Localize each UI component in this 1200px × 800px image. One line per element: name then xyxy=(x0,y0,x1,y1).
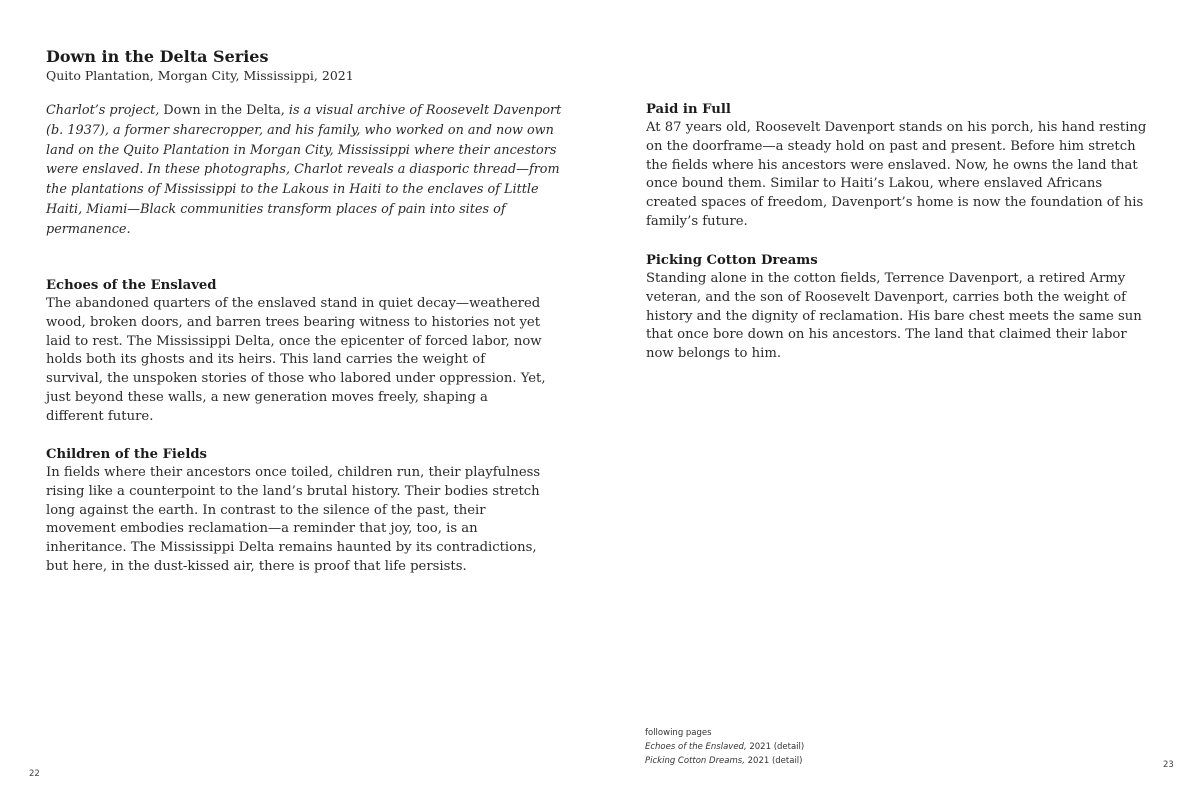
section-body: At 87 years old, Roosevelt Davenport stands on his porch, his hand resting on the doorframe—a steady hold on past and present. Before him stretch the fields where his ancestors were enslaved. Now, he owns the land that once bound them. Similar to Haiti’s Lakou, where enslaved Africans created spaces of freedom, Davenport’s home is now the foundation of his family’s future. xyxy=(646,120,1147,229)
intro-text-rest: is a visual archive of Roosevelt Davenport (b. 1937), a former sharecropper, and his family, who worked on and now own land on the Quito Plantation in Morgan City, Mississippi where their ancestors were enslaved. In these photographs, Charlot reveals a diasporic thread—from the plantations of Mississippi to the Lakous in Haiti to the enclaves of Little Haiti, Miami—Black communities transform places of pain into sites of permanence. xyxy=(46,103,562,237)
caption-detail: 2021 (detail) xyxy=(744,756,803,766)
section-picking-cotton-dreams xyxy=(646,251,1156,364)
caption-title: Echoes of the Enslaved, xyxy=(645,742,747,752)
section-echoes-of-the-enslaved xyxy=(46,276,546,427)
section-body: Standing alone in the cotton fields, Terrence Davenport, a retired Army veteran, and the son of Roosevelt Davenport, carries both the weight of history and the dignity of reclamation. His bare chest meets the same sun that once bore down on his ancestors. The land that claimed their labor now belongs to him. xyxy=(646,271,1142,362)
section-heading: Paid in Full xyxy=(646,102,731,117)
caption-detail: 2021 (detail) xyxy=(746,742,805,752)
right-page xyxy=(600,0,1200,800)
section-heading: Echoes of the Enslaved xyxy=(46,278,217,293)
intro-text-start: Charlot’s project, xyxy=(46,103,160,118)
caption-item xyxy=(645,740,804,754)
caption-intro: following pages xyxy=(645,728,712,738)
section-heading: Picking Cotton Dreams xyxy=(646,253,818,268)
page-number-right: 23 xyxy=(1163,760,1174,770)
caption-item xyxy=(645,754,804,768)
image-captions xyxy=(645,726,804,768)
section-heading: Children of the Fields xyxy=(46,447,207,462)
series-subtitle: Quito Plantation, Morgan City, Mississippi, 2021 xyxy=(46,68,354,83)
series-title: Down in the Delta Series xyxy=(46,47,269,66)
section-body: In fields where their ancestors once toiled, children run, their playfulness rising like a counterpoint to the land’s brutal history. Their bodies stretch long against the earth. In contrast to the silence of the past, their movement embodies reclamation—a reminder that joy, too, is an inheritance. The Mississippi Delta remains haunted by its contradictions, but here, in the dust-kissed air, there is proof that life persists. xyxy=(46,465,541,574)
section-body: The abandoned quarters of the enslaved stand in quiet decay—weathered wood, broken doors, and barren trees bearing witness to histories not yet laid to rest. The Mississippi Delta, once the epicenter of forced labor, now holds both its ghosts and its heirs. This land carries the weight of survival, the unspoken stories of those who labored under oppression. Yet, just beyond these walls, a new generation moves freely, shaping a different future. xyxy=(46,296,546,424)
page-number-left: 22 xyxy=(29,769,40,779)
caption-title: Picking Cotton Dreams, xyxy=(645,756,745,766)
section-paid-in-full xyxy=(646,100,1156,232)
section-children-of-the-fields xyxy=(46,445,546,577)
intro-paragraph xyxy=(46,101,566,240)
project-name: Down in the Delta, xyxy=(159,103,285,118)
